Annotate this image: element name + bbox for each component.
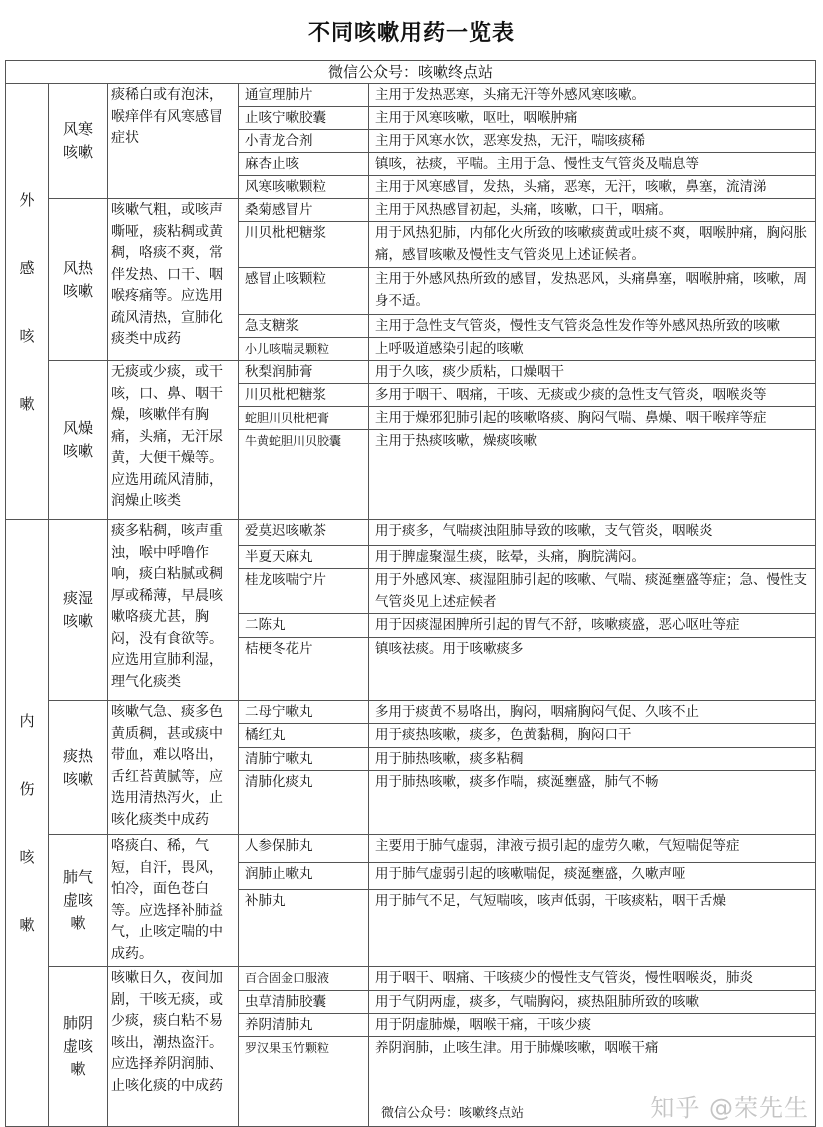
- drug-use: 主用于急性支气管炎，慢性支气管炎急性发作等外感风热所致的咳嗽: [369, 315, 816, 338]
- drug-name: 牛黄蛇胆川贝胶囊: [239, 430, 369, 520]
- drug-name: 爱莫迟咳嗽茶: [239, 520, 369, 546]
- drug-name: 感冒止咳颗粒: [239, 268, 369, 315]
- drug-name: 二母宁嗽丸: [239, 701, 369, 724]
- footer: [375, 1093, 809, 1125]
- cough-type: 肺阴虚咳嗽: [49, 967, 108, 1127]
- symptoms: 痰稀白或有泡沫，喉痒伴有风寒感冒症状: [108, 84, 239, 199]
- drug-use: 用于肺热咳嗽，痰多作喘，痰涎壅盛，肺气不畅: [369, 771, 816, 835]
- table-row: [6, 361, 816, 384]
- table-row: [6, 701, 816, 724]
- drug-use: 镇咳，祛痰，平喘。主用于急、慢性支气管炎及喘息等: [369, 153, 816, 176]
- drug-use: 用于咽干、咽痛、干咳痰少的慢性支气管炎，慢性咽喉炎，肺炎: [369, 967, 816, 991]
- drug-use: 用于肺气不足，气短喘咳，咳声低弱，干咳痰粘，咽干舌燥: [369, 889, 816, 966]
- drug-name: 清肺宁嗽丸: [239, 748, 369, 771]
- drug-use-wrapper: [375, 1037, 809, 1125]
- drug-name: 桔梗冬花片: [239, 638, 369, 701]
- category-name: 外感咳嗽: [19, 190, 35, 413]
- drug-use: 用于肺热咳嗽，痰多粘稠: [369, 748, 816, 771]
- drug-use: 用于痰多，气喘痰浊阻肺导致的咳嗽，支气管炎，咽喉炎: [369, 520, 816, 546]
- symptoms: 咳嗽气急、痰多色黄质稠，甚或痰中带血，难以咯出，舌红苔黄腻等，应选用清热泻火，止咳化痰类中成药: [108, 701, 239, 835]
- table-row: [6, 84, 816, 107]
- drug-name: 补肺丸: [239, 889, 369, 966]
- table-row: [6, 967, 816, 991]
- drug-use: 主用于外感风热所致的感冒，发热恶风，头痛鼻塞，咽喉肿痛，咳嗽，周身不适。: [369, 268, 816, 315]
- table-subtitle: 微信公众号：咳嗽终点站: [6, 61, 816, 84]
- symptoms: 咳嗽日久，夜间加剧，干咳无痰，或少痰，痰白粘不易咳出，潮热盗汗。应选择养阴润肺、止咳化痰的中成药: [108, 967, 239, 1127]
- cough-type: 风燥咳嗽: [49, 361, 108, 520]
- drug-name: 止咳宁嗽胶囊: [239, 107, 369, 130]
- drug-use: 用于痰热咳嗽，痰多，色黄黏稠，胸闷口干: [369, 724, 816, 748]
- drug-use: 主用于燥邪犯肺引起的咳嗽咯痰、胸闷气喘、鼻燥、咽干喉痒等症: [369, 407, 816, 430]
- drug-name: 虫草清肺胶囊: [239, 991, 369, 1014]
- drug-name: 半夏天麻丸: [239, 546, 369, 569]
- drug-name: 风寒咳嗽颗粒: [239, 176, 369, 199]
- drug-name: 麻杏止咳: [239, 153, 369, 176]
- symptoms: 咯痰白、稀，气短，自汗，畏风，怕冷，面色苍白等。应选择补肺益气，止咳定喘的中成药。: [108, 835, 239, 967]
- drug-name: 蛇胆川贝枇杷膏: [239, 407, 369, 430]
- drug-use: 多用于咽干、咽痛，干咳、无痰或少痰的急性支气管炎，咽喉炎等: [369, 384, 816, 407]
- drug-name: 二陈丸: [239, 614, 369, 638]
- cough-medicine-table: [5, 60, 816, 1127]
- drug-use: 用于外感风寒、痰湿阻肺引起的咳嗽、气喘、痰涎壅盛等症；急、慢性支气管炎见上述症候者: [369, 569, 816, 614]
- drug-use: 用于阴虚肺燥，咽喉干痛，干咳少痰: [369, 1014, 816, 1037]
- symptoms: 咳嗽气粗，或咳声嘶哑，痰粘稠或黄稠，咯痰不爽，常伴发热、口干、咽喉疼痛等。应选用疏风清热，宣肺化痰类中成药: [108, 199, 239, 361]
- cough-type: 风寒咳嗽: [49, 84, 108, 199]
- drug-name: 桂龙咳喘宁片: [239, 569, 369, 614]
- drug-name: 秋梨润肺膏: [239, 361, 369, 384]
- page-title: 不同咳嗽用药一览表: [307, 20, 515, 46]
- watermark: 知乎 @荣先生: [650, 1094, 810, 1122]
- drug-name: 川贝枇杷糖浆: [239, 222, 369, 268]
- cough-type: 风热咳嗽: [49, 199, 108, 361]
- subtitle-row: [6, 61, 816, 84]
- drug-name: 小儿咳喘灵颗粒: [239, 338, 369, 361]
- cough-type: 痰湿咳嗽: [49, 520, 108, 701]
- drug-use: 用于肺气虚弱引起的咳嗽喘促，痰涎壅盛，久嗽声哑: [369, 863, 816, 890]
- footer-note: 微信公众号：咳嗽终点站: [381, 1106, 525, 1121]
- category-cell: [6, 84, 49, 520]
- drug-name: 百合固金口服液: [239, 967, 369, 991]
- category-cell: [6, 520, 49, 1127]
- drug-name: 罗汉果玉竹颗粒: [239, 1037, 369, 1127]
- symptoms: 无痰或少痰，或干咳，口、鼻、咽干燥，咳嗽伴有胸痛，头痛，无汗尿黄，大便干燥等。应选用疏风清肺，润燥止咳类: [108, 361, 239, 520]
- drug-use: 用于久咳，痰少质粘，口燥咽干: [369, 361, 816, 384]
- drug-name: 养阴清肺丸: [239, 1014, 369, 1037]
- drug-use: 主用于风寒水饮，恶寒发热，无汗，喘咳痰稀: [369, 130, 816, 153]
- drug-use: 主用于热痰咳嗽，燥痰咳嗽: [369, 430, 816, 520]
- drug-name: 清肺化痰丸: [239, 771, 369, 835]
- drug-name: 人参保肺丸: [239, 835, 369, 863]
- table-row: [6, 520, 816, 546]
- drug-use-cell: [369, 1037, 816, 1127]
- drug-use: 镇咳祛痰。用于咳嗽痰多: [369, 638, 816, 701]
- drug-use: 主用于风寒咳嗽，呕吐，咽喉肿痛: [369, 107, 816, 130]
- cough-type: 肺气虚咳嗽: [49, 835, 108, 967]
- drug-use: 主用于风热感冒初起，头痛，咳嗽，口干，咽痛。: [369, 199, 816, 222]
- table-row: [6, 199, 816, 222]
- drug-name: 川贝枇杷糖浆: [239, 384, 369, 407]
- drug-name: 桑菊感冒片: [239, 199, 369, 222]
- drug-use: 主用于风寒感冒，发热，头痛，恶寒，无汗，咳嗽，鼻塞，流清涕: [369, 176, 816, 199]
- cough-type: 痰热咳嗽: [49, 701, 108, 835]
- drug-use: 多用于痰黄不易咯出，胸闷，咽痛胸闷气促、久咳不止: [369, 701, 816, 724]
- drug-use: 养阴润肺，止咳生津。用于肺燥咳嗽，咽喉干痛: [375, 1040, 659, 1056]
- drug-name: 通宣理肺片: [239, 84, 369, 107]
- drug-use: 用于脾虚聚湿生痰，眩晕，头痛，胸脘满闷。: [369, 546, 816, 569]
- drug-name: 小青龙合剂: [239, 130, 369, 153]
- drug-use: 上呼吸道感染引起的咳嗽: [369, 338, 816, 361]
- drug-use: 用于因痰湿困脾所引起的胃气不舒，咳嗽痰盛，恶心呕吐等症: [369, 614, 816, 638]
- drug-name: 橘红丸: [239, 724, 369, 748]
- category-name: 内伤咳嗽: [19, 712, 35, 934]
- drug-use: 用于气阴两虚，痰多，气喘胸闷，痰热阻肺所致的咳嗽: [369, 991, 816, 1014]
- drug-name: 润肺止嗽丸: [239, 863, 369, 890]
- drug-use: 用于风热犯肺，内郁化火所致的咳嗽痰黄或吐痰不爽，咽喉肿痛，胸闷胀痛，感冒咳嗽及慢性支气管炎见上述证候者。: [369, 222, 816, 268]
- drug-use: 主要用于肺气虚弱，津液亏损引起的虚劳久嗽，气短喘促等症: [369, 835, 816, 863]
- table-row: [6, 835, 816, 863]
- symptoms: 痰多粘稠，咳声重浊，喉中呼噜作响，痰白粘腻或稠厚或稀薄，早晨咳嗽咯痰尤甚，胸闷，没有食欲等。应选用宣肺利湿，理气化痰类: [108, 520, 239, 701]
- drug-name: 急支糖浆: [239, 315, 369, 338]
- drug-use: 主用于发热恶寒，头痛无汗等外感风寒咳嗽。: [369, 84, 816, 107]
